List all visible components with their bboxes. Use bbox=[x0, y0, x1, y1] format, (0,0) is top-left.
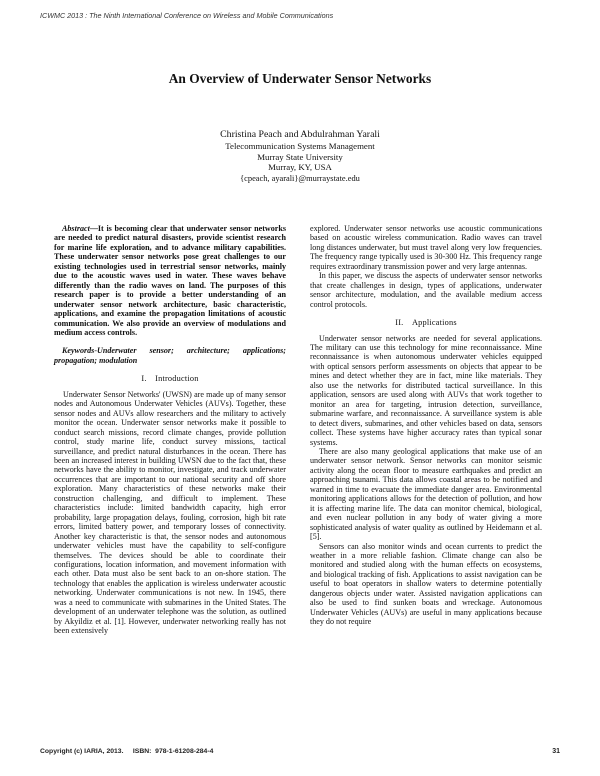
section-heading-introduction: I. Introduction bbox=[141, 374, 199, 384]
footer-copyright: Copyright (c) IARIA, 2013. ISBN: 978-1-61208-284-4 bbox=[40, 748, 214, 755]
intro-paragraph-2: In this paper, we discuss the aspects of underwater sensor networks that create challenges in design, types of applications, underwater sensor architecture, modulation, and the available medium access control protocols. bbox=[310, 271, 542, 309]
author-email: {cpeach, ayarali}@murraystate.edu bbox=[240, 173, 360, 183]
abstract-text: —It is becoming clear that underwater sensor networks are needed to predict natural disasters, provide scientist research for marine life exploration, and to advance military capabilities. These underwater sensor networks pose great challenges to our existing technologies used in terrestrial sensor networks, mainly due to the acoustic waves used in water. These waves behave differently than the radio waves on land. The purposes of this research paper is to provide a better understanding of an underwater sensor network architecture, basic characteristic, applications, and examine the propagation limitations of acoustic communication. We also provide an overview of modulations and medium access controls. bbox=[54, 224, 286, 337]
affiliation-line-3: Murray, KY, USA bbox=[268, 162, 332, 173]
paper-title: An Overview of Underwater Sensor Networks bbox=[168, 71, 432, 86]
affiliation-line-1: Telecommunication Systems Management bbox=[225, 141, 375, 151]
running-head: ICWMC 2013 : The Ninth International Conference on Wireless and Mobile Communications bbox=[40, 11, 334, 20]
applications-paragraph-2: There are also many geological applications that make use of an underwater sensor network. Sensor networks can monitor seismic activity along the ocean floor to measure earthquakes and predict an approaching tsunami. This data allows coastal areas to be notified and warned in time to evacuate the immediate danger area. Environmental monitoring applications allows for the detection of pollution, and how it is affecting marine life. The data can monitor chemical, biological, and even nuclear pollution in any body of water giving a more sophisticated analysis of water quality as outlined by Heidemann et al. [5]. bbox=[310, 446, 542, 542]
applications-paragraph-3: Sensors can also monitor winds and ocean currents to predict the weather in a more reliable fashion. Climate change can also be monitored and studied along with the human effects on ecosystems, and biological tracking of fish. Applications to assist navigation can be useful to boat operators in shallow waters to determine potentially dangerous objects under water. Assisted navigation applications can also be used to find sunken boats and wreckage. Autonomous Underwater Vehicles (AUVs) are useful in many applications because they do not require bbox=[310, 541, 542, 627]
author-block bbox=[0, 129, 600, 184]
abstract bbox=[54, 224, 286, 337]
section-heading-applications: II. Applications bbox=[395, 318, 457, 328]
abstract-label: Abstract bbox=[62, 224, 90, 233]
intro-paragraph-1-continued: explored. Underwater sensor networks use acoustic communications based on acoustic wireless communication. Radio waves can travel long distances underwater, but must travel along very low frequencies. The frequency range typically used is 30-300 Hz. This frequency range requires extraordinary transmission power and very large antennas. bbox=[310, 224, 542, 271]
page-number: 31 bbox=[552, 748, 560, 755]
intro-paragraph-1: Underwater Sensor Networks' (UWSN) are made up of many sensor nodes and Autonomous Underwater Vehicles (AUVs). Together, these sensor nodes and AUVs allow researchers and the military to actively monitor the ocean. Underwater sensor networks make it possible to conduct search missions, record climate changes, provide pollution control, study marine life, conduct survey missions, tactical surveillance, and predict natural disturbances in the ocean. There has been an increased interest in building UWSN due to the fact that, these networks have the ability to monitor, investigate, and track underwater occurrences that are important to our national security and off shore exploration. Many characteristics of these networks make their construction challenging, and difficult to implement. These characteristics include: limited bandwidth capacity, high error probability, large propagation delays, fouling, corrosion, high bit rate errors, limited battery power, and temporary losses of connectivity. Another key characteristic is that, the sensor nodes and autonomous underwater vehicles must have the capability to self-configure themselves. The devices should be able to coordinate their configurations, location information, and movement information with each other. Data must also be sent back to an on-shore station. The technology that enables the application is wireless underwater acoustic networking. Underwater communications is not new. In 1945, there was a need to communicate with submarines in the United States. The development of an underwater telephone was the solution, as outlined by Akyildiz et al. [1]. However, underwater networking really has not been extensively bbox=[54, 389, 286, 636]
affiliation-line-2: Murray State University bbox=[257, 151, 343, 162]
keywords: Keywords-Underwater sensor; architecture; applications; propagation; modulation bbox=[54, 346, 286, 365]
right-column bbox=[310, 224, 542, 627]
left-column bbox=[54, 224, 286, 636]
applications-paragraph-1: Underwater sensor networks are needed for several applications. The military can use this technology for mine reconnaissance. Mine reconnaissance is when autonomous underwater vehicles equipped with optical sensors perform assessments on objects that appear to be mines and detect whether they are in fact, mine like materials. They also use the networks for distributed tactical surveillance. In this application, sensors are used along with AUVs that work together to monitor an area for targeting, intrusion detection, surveillance, submarine warfare, and reconnaissance. A surveillance system is able to detect divers, submarines, and other vehicles based on data, sensors collect. These systems have higher accuracy rates than typical sonar systems. bbox=[310, 333, 542, 447]
author-names: Christina Peach and Abdulrahman Yarali bbox=[220, 129, 380, 140]
